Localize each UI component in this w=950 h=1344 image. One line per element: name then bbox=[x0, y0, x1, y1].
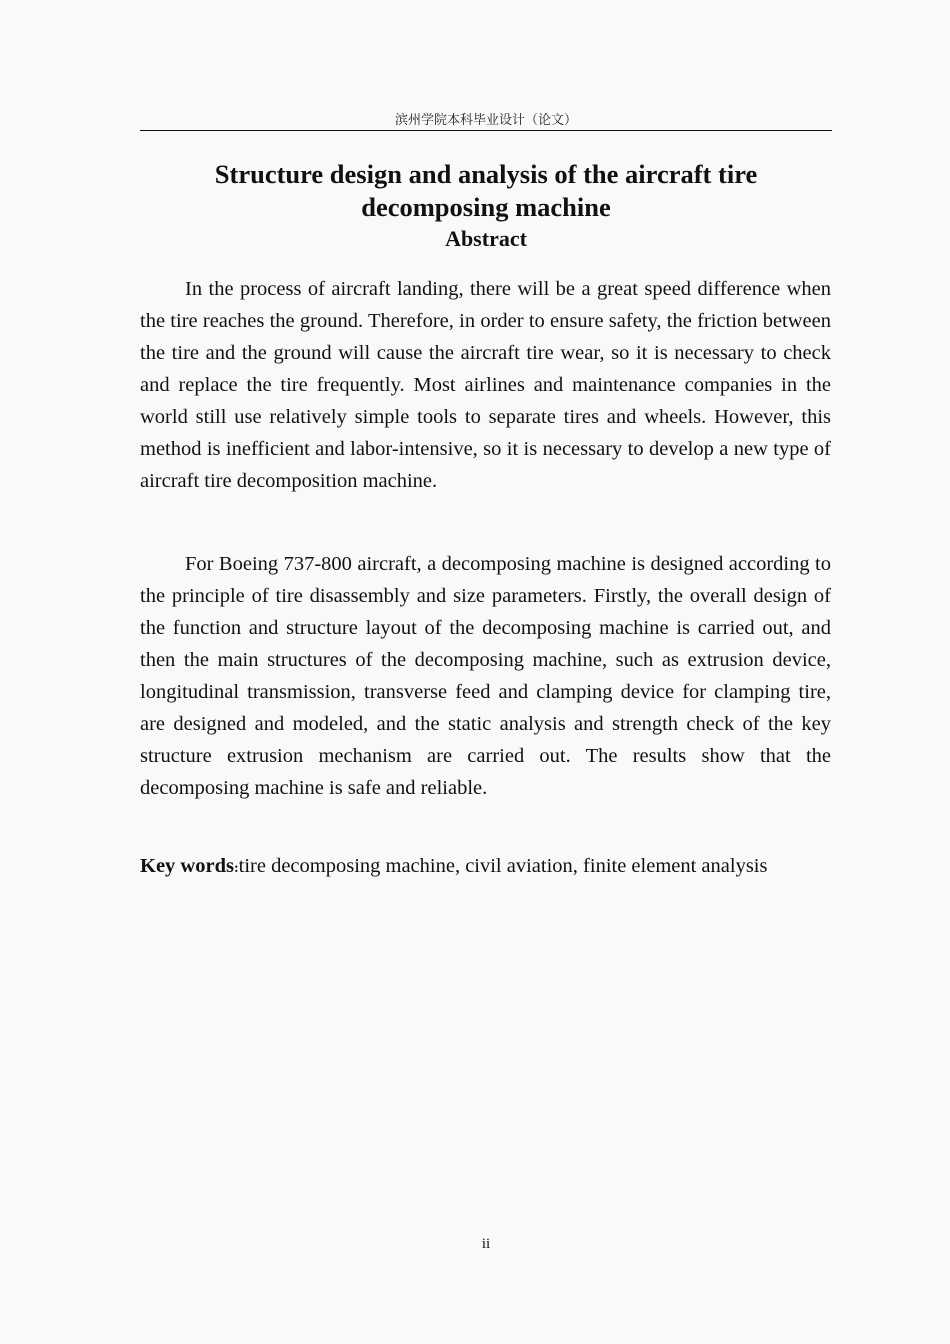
document-title: Structure design and analysis of the aircraft tire decomposing machine bbox=[214, 159, 758, 222]
keywords-separator: : bbox=[233, 861, 239, 876]
abstract-paragraph-2: For Boeing 737-800 aircraft, a decomposing machine is designed according to the principle of tire disassembly and size parameters. Firstly, the overall design of the function and structure layout of the decomposing machine is carried out, and then the main structures of the decomposing machine, such as extrusion device, longitudinal transmission, transverse feed and clamping device for clamping tire, are designed and modeled, and the static analysis and strength check of the key structure extrusion mechanism are carried out. The results show that the decomposing machine is safe and reliable. bbox=[140, 553, 831, 799]
running-header: 滨州学院本科毕业设计（论文） bbox=[394, 113, 577, 128]
header-rule bbox=[140, 130, 832, 131]
keywords-line bbox=[140, 850, 840, 885]
keywords-text: tire decomposing machine, civil aviation, finite element analysis bbox=[238, 855, 768, 877]
keywords-label: Key words bbox=[140, 855, 234, 877]
page-number: ii bbox=[481, 1236, 491, 1252]
abstract-heading: Abstract bbox=[445, 226, 527, 251]
abstract-paragraph-1: In the process of aircraft landing, there will be a great speed difference when the tire reaches the ground. Therefore, in order to ensure safety, the friction between the tire and the ground will cause the aircraft tire wear, so it is necessary to check and replace the tire frequently. Most airlines and maintenance companies in the world still use relatively simple tools to separate tires and wheels. However, this method is inefficient and labor-intensive, so it is necessary to develop a new type of aircraft tire decomposition machine. bbox=[140, 278, 831, 492]
